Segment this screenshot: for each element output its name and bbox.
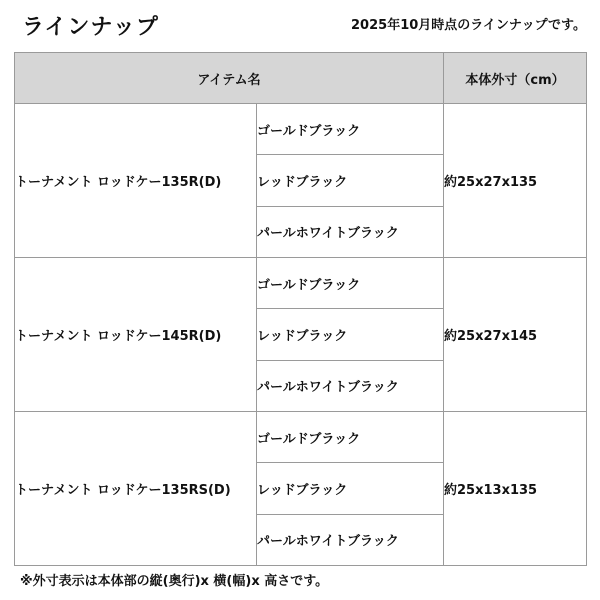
table-row <box>15 104 587 155</box>
page-title: ラインナップ <box>22 15 159 40</box>
size-header: 本体外寸（cm） <box>444 53 587 104</box>
table-row <box>15 258 587 309</box>
color-cell: パールホワイトブラック <box>257 206 444 257</box>
lineup-table <box>14 52 587 566</box>
color-cell: レッドブラック <box>257 463 444 514</box>
size-cell: 約25x27x145 <box>444 258 587 412</box>
item-name-header: アイテム名 <box>15 53 444 104</box>
model-name-cell: トーナメント ロッドケー135RS(D) <box>15 412 257 566</box>
model-name-cell: トーナメント ロッドケー135R(D) <box>15 104 257 258</box>
color-cell: レッドブラック <box>257 309 444 360</box>
color-cell: ゴールドブラック <box>257 258 444 309</box>
color-cell: レッドブラック <box>257 155 444 206</box>
color-cell: パールホワイトブラック <box>257 360 444 411</box>
color-cell: パールホワイトブラック <box>257 514 444 565</box>
color-cell: ゴールドブラック <box>257 104 444 155</box>
size-cell: 約25x13x135 <box>444 412 587 566</box>
color-cell: ゴールドブラック <box>257 412 444 463</box>
dimension-footnote: ※外寸表示は本体部の縦(奥行)x 横(幅)x 高さです。 <box>20 574 329 589</box>
size-cell: 約25x27x135 <box>444 104 587 258</box>
lineup-date-note: 2025年10月時点のラインナップです。 <box>351 18 586 33</box>
model-name-cell: トーナメント ロッドケー145R(D) <box>15 258 257 412</box>
table-header-row <box>15 53 587 104</box>
table-row <box>15 412 587 463</box>
